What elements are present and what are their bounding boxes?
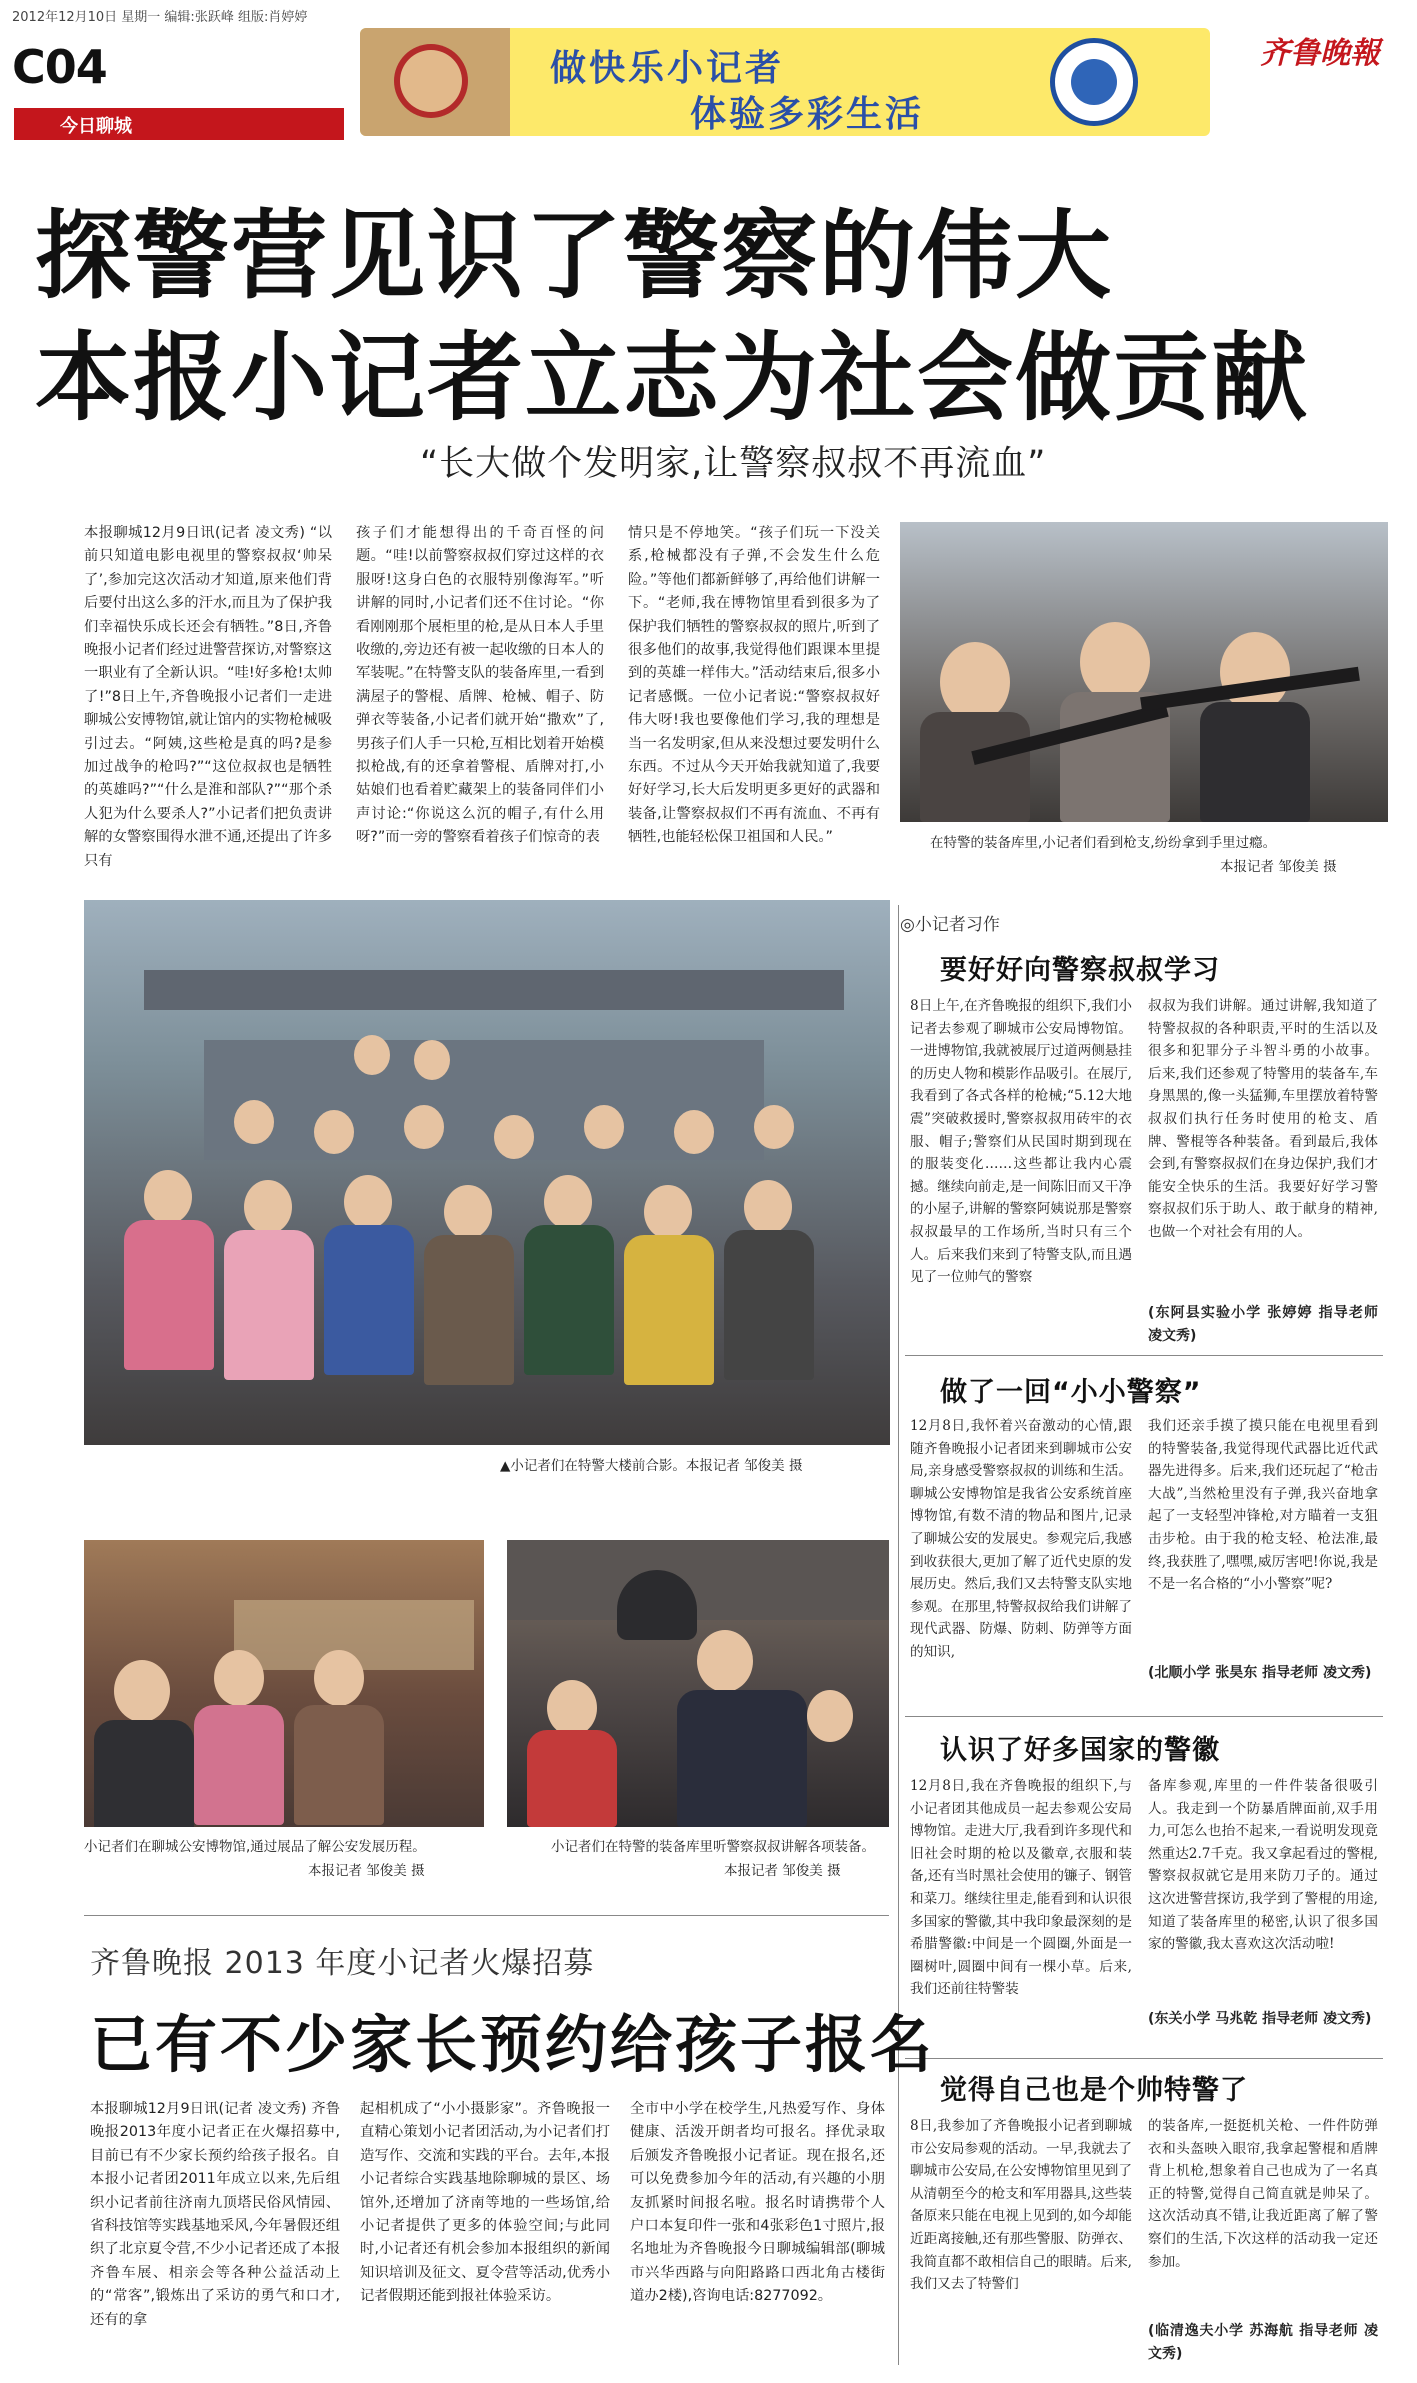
essay-title: 认识了好多国家的警徽 [940, 1735, 1220, 1766]
page-date-line: 2012年12月10日 星期一 编辑:张跃峰 组版:肖婷婷 [12, 10, 308, 25]
recruit-article-col1: 本报聊城12月9日讯(记者 凌文秀) 齐鲁晚报2013年度小记者正在火爆招募中,目前已有不少家长预约给孩子报名。自本报小记者团2011年成立以来,先后组织小记者前往济南九顶塔民俗风情园、省科技馆等实践基地采风,今年暑假还组织了北京夏令营,不少小记者还成了本报齐鲁车展、相亲会等各种公益活动上的“常客”,锻炼出了采访的勇气和口才,还有的拿 [90, 2101, 340, 2328]
essay-title: 觉得自己也是个帅特警了 [940, 2075, 1248, 2106]
essay-section-label: ◎小记者习作 [900, 915, 1000, 935]
recruit-article-col2: 起相机成了“小小摄影家”。齐鲁晚报一直精心策划小记者团活动,为小记者们打造写作、交流和实践的平台。去年,本报小记者综合实践基地除聊城的景区、场馆外,还增加了济南等地的一些场馆,给小记者提供了更多的体验空间;与此同时,小记者还有机会参加本报组织的新闻知识培训及征文、夏令营等活动,优秀小记者假期还能到报社体验采访。 [360, 2101, 610, 2305]
banner-child-photo [360, 28, 510, 136]
photo-caption: ▲小记者们在特警大楼前合影。本报记者 邹俊美 摄 [500, 1458, 803, 1474]
photo-credit: 本报记者 邹俊美 摄 [724, 1863, 841, 1879]
essay-title: 要好好向警察叔叔学习 [940, 955, 1220, 986]
photo-caption: 在特警的装备库里,小记者们看到枪支,纷纷拿到手里过瘾。 [930, 835, 1277, 851]
banner-slogan-line1: 做快乐小记者 [550, 48, 785, 89]
section-label: 今日聊城 [60, 116, 132, 137]
recruit-article-col3: 全市中小学在校学生,凡热爱写作、身体健康、活泼开朗者均可报名。择优录取后颁发齐鲁晚报小记者证。现在报名,还可以免费参加今年的活动,有兴趣的小朋友抓紧时间报名啦。报名时请携带个人户口本复印件一张和4张彩色1寸照片,报名地址为齐鲁晚报今日聊城编辑部(聊城市兴华西路与向阳路路口西北角古楼街道办2楼),咨询电话:8277092。 [630, 2101, 885, 2305]
column-banner [360, 28, 1210, 136]
essay-title: 做了一回“小小警察” [940, 1377, 1202, 1408]
photo-group-in-front-of-building [84, 900, 890, 1445]
photo-credit: 本报记者 邹俊美 摄 [308, 1863, 425, 1879]
essay-body-col1: 8日,我参加了齐鲁晚报小记者到聊城市公安局参观的活动。一早,我就去了聊城市公安局,在公安博物馆里见到了从清朝至今的枪支和军用器具,这些装备原来只能在电视上见到的,如今却能近距离接触,还有那些警服、防弹衣、我简直都不敢相信自己的眼睛。后来,我们又去了特警们 [910, 2118, 1132, 2293]
photo-credit: 本报记者 邹俊美 摄 [1220, 859, 1337, 875]
banner-slogan-line2: 体验多彩生活 [690, 94, 925, 135]
main-subheadline: “长大做个发明家,让警察叔叔不再流血” [420, 444, 1047, 484]
essay-body-col2: 备库参观,库里的一件件装备很吸引人。我走到一个防暴盾牌面前,双手用力,可怎么也抬不起来,一看说明发现竟然重达2.7千克。我又拿起看过的警棍,警察叔叔就它是用来防刀子的。通过这次进警营探访,我学到了警棍的用途,知道了装备库里的秘密,认识了很多国家的警徽,我太喜欢这次活动啦! [1148, 1778, 1378, 1953]
essay-body-col1: 8日上午,在齐鲁晚报的组织下,我们小记者去参观了聊城市公安局博物馆。一进博物馆,我就被展厅过道两侧悬挂的历史人物和模影作品吸引。在展厅,我看到了各式各样的枪械;“5.12大地震”突破救援时,警察叔叔用砖牢的衣服、帽子;警察们从民国时期到现在的服装变化……这些都让我内心震撼。继续向前走,是一间陈旧而又干净的小屋子,讲解的警察阿姨说那是警察叔叔最早的工作场所,当时只有三个人。后来我们来到了特警支队,而且遇见了一位帅气的警察 [910, 998, 1132, 1286]
main-headline-line1: 探警营见识了警察的伟大 [35, 200, 1113, 312]
essay-body-col2: 的装备库,一挺挺机关枪、一件件防弹衣和头盔映入眼帘,我拿起警棍和盾牌背上机枪,想象着自己也成为了一名真正的特警,觉得自己简直就是帅呆了。这次活动真不错,让我近距离了解了警察们的生活,下次这样的活动我一定还参加。 [1148, 2118, 1378, 2270]
page-number: C04 [12, 40, 107, 94]
essay-body-col1: 12月8日,我在齐鲁晚报的组织下,与小记者团其他成员一起去参观公安局博物馆。走进大厅,我看到许多现代和旧社会时期的枪以及徽章,衣服和装备,还有当时黑社会使用的镰子、钢管和菜刀。继续往里走,能看到和认识很多国家的警徽,其中我印象最深刻的是希腊警徽:中间是一个圆圈,外面是一圈树叶,圆圈中间有一棵小草。后来,我们还前往特警装 [910, 1778, 1132, 1998]
main-headline-line2: 本报小记者立志为社会做贡献 [35, 322, 1309, 434]
photo-kids-with-rifles [900, 522, 1388, 822]
recruit-kicker: 齐鲁晚报 2013 年度小记者火爆招募 [90, 1946, 595, 1981]
essay-body-col1: 12月8日,我怀着兴奋激动的心情,跟随齐鲁晚报小记者团来到聊城市公安局,亲身感受警察叔叔的训练和生活。聊城公安博物馆是我省公安系统首座博物馆,有数不清的物品和图片,记录了聊城公安的发展史。参观完后,我感到收获很大,更加了解了近代史原的发展历史。然后,我们又去特警支队实地参观。在那里,特警叔叔给我们讲解了现代武器、防爆、防刺、防弹等方面的知识, [910, 1418, 1132, 1660]
lead-article-col1: 本报聊城12月9日讯(记者 凌文秀) “以前只知道电影电视里的警察叔叔‘帅呆了’,参加完这次活动才知道,原来他们背后要付出这么多的汗水,而且为了保护我们幸福快乐成长还会有牺牲。”8日,齐鲁晚报小记者们经过进警营探访,对警察这一职业有了全新认识。“哇!好多枪!太帅了!”8日上午,齐鲁晚报小记者们一走进聊城公安博物馆,就让馆内的实物枪械吸引过去。“阿姨,这些枪是真的吗?是参加过战争的枪吗?”“这位叔叔也是牺牲的英雄吗?”“什么是淮和部队?”“那个杀人犯为什么要杀人?”小记者们把负责讲解的女警察围得水泄不通,还提出了许多只有 [84, 525, 332, 869]
photo-helmet-demo [507, 1540, 889, 1827]
essay-byline: (北顺小学 张昊东 指导老师 凌文秀) [1148, 1665, 1372, 1681]
essay-byline: (东阿县实验小学 张婷婷 指导老师 凌文秀) [1148, 1305, 1378, 1344]
young-reporter-logo-icon [1050, 38, 1138, 126]
photo-caption: 小记者们在聊城公安博物馆,通过展品了解公安发展历程。 [84, 1839, 426, 1855]
photo-museum-visit [84, 1540, 484, 1827]
essay-byline: (东关小学 马兆乾 指导老师 凌文秀) [1148, 2011, 1372, 2027]
recruit-headline: 已有不少家长预约给孩子报名 [90, 2008, 936, 2081]
photo-caption: 小记者们在特警的装备库里听警察叔叔讲解各项装备。 [551, 1839, 875, 1855]
essay-body-col2: 我们还亲手摸了摸只能在电视里看到的特警装备,我觉得现代武器比近代武器先进得多。后来,我们还玩起了“枪击大战”,当然枪里没有子弹,我兴奋地拿起了一支轻型冲锋枪,对方瞄着一支狙击步枪。由于我的枪支轻、枪法准,最终,我获胜了,嘿嘿,威厉害吧!你说,我是不是一名合格的“小小警察”呢? [1148, 1418, 1378, 1593]
essay-byline: (临清逸夫小学 苏海航 指导老师 凌文秀) [1148, 2323, 1378, 2362]
lead-article-col3: 情只是不停地笑。“孩子们玩一下没关系,枪械都没有子弹,不会发生什么危险。”等他们都新鲜够了,再给他们讲解一下。“老师,我在博物馆里看到很多为了保护我们牺牲的警察叔叔的照片,听到了很多他们的故事,我觉得他们跟课本里提到的英雄一样伟大。”活动结束后,很多小记者感慨。一位小记者说:“警察叔叔好伟大呀!我也要像他们学习,我的理想是当一名发明家,但从来没想过要发明什么东西。不过从今天开始我就知道了,我要好好学习,长大后发明更多更好的武器和装备,让警察叔叔们不再有流血、不再有牺牲,也能轻松保卫祖国和人民。” [628, 525, 880, 846]
newspaper-logo: 齐鲁晚報 [1260, 36, 1380, 71]
lead-article-col2: 孩子们才能想得出的千奇百怪的问题。“哇!以前警察叔叔们穿过这样的衣服呀!这身白色的衣服特别像海军。”听讲解的同时,小记者们还不住讨论。“你看刚刚那个展柜里的枪,是从日本人手里收缴的,旁边还有被一起收缴的日本人的军装呢。”在特警支队的装备库里,一看到满屋子的警棍、盾牌、枪械、帽子、防弹衣等装备,小记者们就开始“撒欢”了,男孩子们人手一只枪,互相比划着开始模拟枪战,有的还拿着警棍、盾牌对打,小姑娘们也看着贮藏架上的装备同伴们小声讨论:“你说这么沉的帽子,有什么用呀?”而一旁的警察看着孩子们惊奇的表 [356, 525, 604, 846]
essay-body-col2: 叔叔为我们讲解。通过讲解,我知道了特警叔叔的各种职责,平时的生活以及很多和犯罪分子斗智斗勇的小故事。后来,我们还参观了特警用的装备车,车身黑黑的,像一头猛狮,车里摆放着特警叔叔们执行任务时使用的枪支、盾牌、警棍等各种装备。看到最后,我体会到,有警察叔叔们在身边保护,我们才能安全快乐的生活。我要好好学习警察叔叔们乐于助人、敢于献身的精神,也做一个对社会有用的人。 [1148, 998, 1378, 1240]
